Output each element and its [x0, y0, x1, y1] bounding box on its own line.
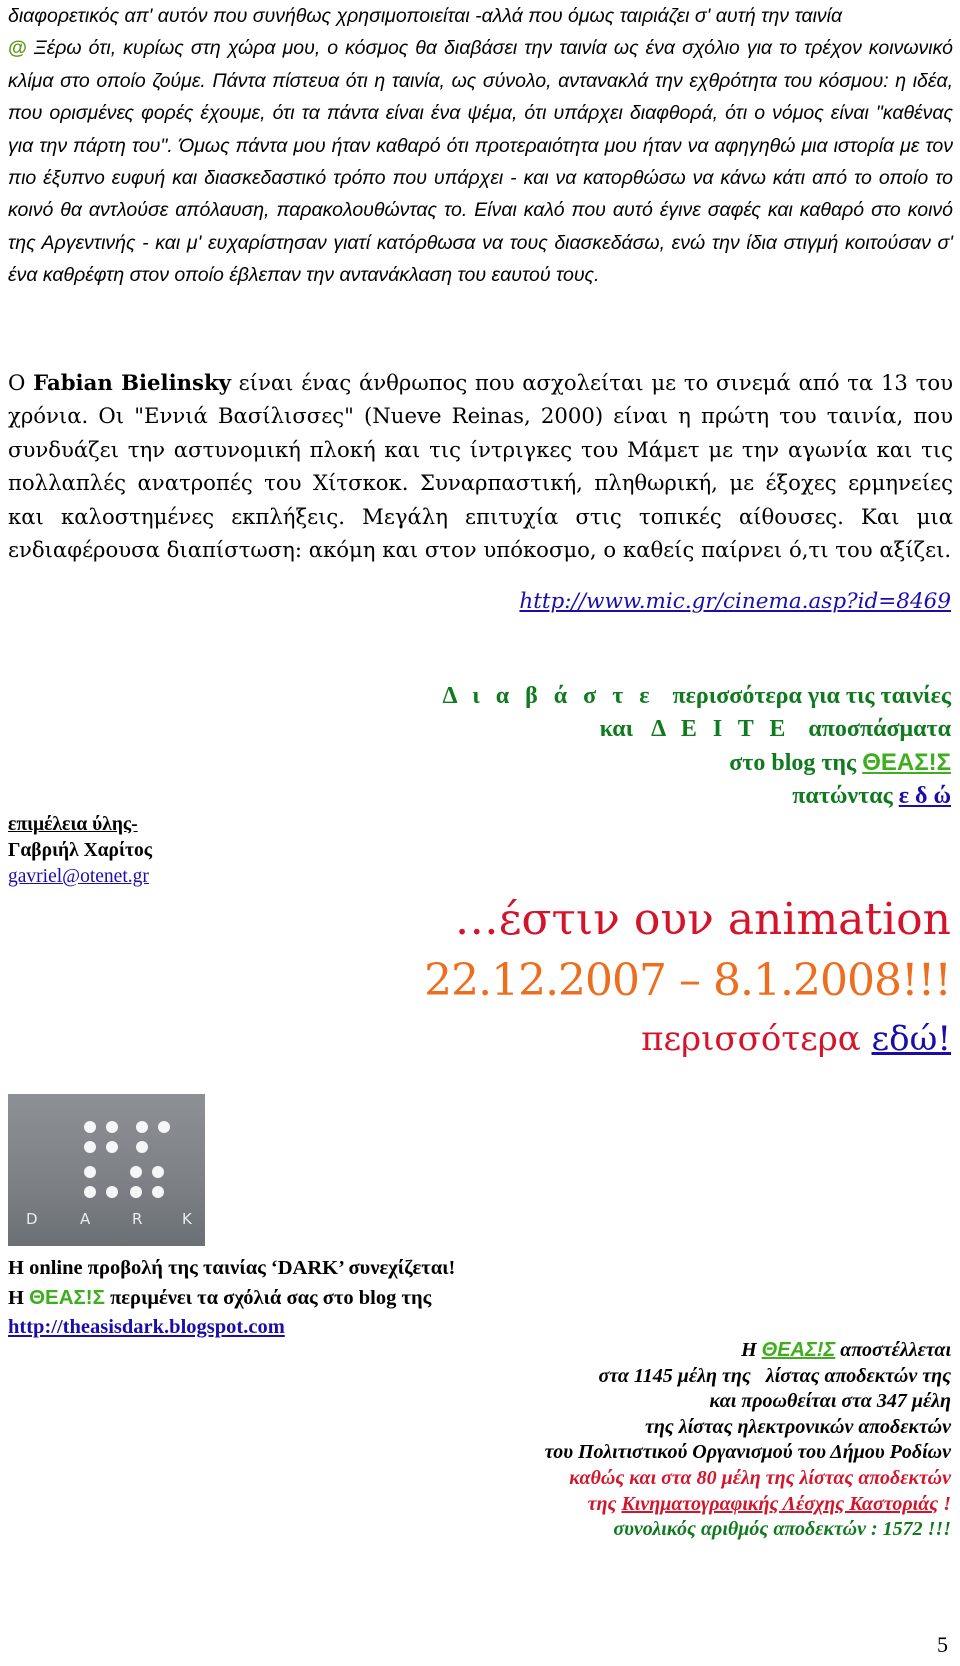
online-line-1: Η online προβολή της ταινίας ‘DARK’ συνεχίζεται!: [8, 1257, 456, 1279]
mailing-post: αποστέλλεται: [835, 1339, 951, 1361]
blog-link[interactable]: http://theasisdark.blogspot.com: [8, 1316, 285, 1338]
credits-block: [8, 812, 152, 890]
dark-letter: R: [132, 1210, 143, 1228]
bio-paragraph: [8, 366, 953, 566]
read-more-line-4: [331, 780, 951, 813]
page-number: 5: [937, 1632, 948, 1657]
mailing-line-6: καθώς και στα 80 μέλη της λίστας αποδεκτών: [569, 1466, 951, 1489]
director-bio: [8, 366, 953, 566]
braille-dots-graphic: [8, 1094, 205, 1246]
and-label: και: [599, 716, 652, 742]
mailing-line-1: [231, 1338, 951, 1364]
online-pre: Η: [8, 1287, 30, 1309]
animation-more: [251, 1012, 951, 1066]
dark-film-image[interactable]: [8, 1094, 205, 1246]
more-label: περισσότερα: [641, 1019, 872, 1059]
animation-dates: 22.12.2007 – 8.1.2008!!!: [424, 955, 951, 1006]
editor-email-link[interactable]: gavriel@otenet.gr: [8, 866, 149, 887]
club-post: !: [938, 1492, 951, 1515]
mailing-line-2: στα 1145 μέλη της λίστας αποδεκτών της: [598, 1364, 951, 1387]
film-club-link[interactable]: Κινηματογραφικής Λέσχης Καστοριάς: [621, 1492, 939, 1515]
online-line-2: [8, 1283, 455, 1313]
mailing-line-7: [231, 1492, 951, 1518]
director-name: Fabian Bielinsky: [33, 370, 231, 395]
bio-body: είναι ένας άνθρωπος που ασχολείται με το σινεμά από τα 13 του χρόνια. Οι "Εννιά Βασίλισσες" (Nueve Reinas, 2000) είναι η πρώτη του ταινία, που συνδυάζει την αστυνομική πλοκή και τις ίντριγκες του Μάμετ με την αγωνία και τις πολλαπλές ανατροπές του Χίτσκοκ. Συναρπαστική, πληθωρική, με έξοχες ερμηνείες και καλοστημένες εκπλήξεις. Μεγάλη επιτυχία στις τοπικές αίθουσες. Και μια ενδιαφέρουσα διαπίστωση: ακόμη και στον υπόκοσμο, ο καθείς παίρνει ό,τι του αξίζει.: [8, 370, 954, 563]
mailing-total: συνολικός αριθμός αποδεκτών : 1572 !!!: [613, 1518, 951, 1541]
read-more-line-2: [331, 713, 951, 746]
read-more-line-1: [331, 680, 951, 713]
editor-name: Γαβριήλ Χαρίτος: [8, 840, 152, 861]
at-marker: @: [8, 37, 28, 60]
read-more-line-3: [331, 746, 951, 780]
online-post: περιμένει τα σχόλιά σας στο blog της: [104, 1287, 432, 1309]
interview-paragraph: [8, 32, 953, 291]
theasis-link[interactable]: ΘΕΑΣ!Σ: [862, 749, 951, 776]
animation-here-link[interactable]: εδώ!: [871, 1019, 951, 1059]
club-pre: της: [587, 1492, 622, 1515]
read-rest: περισσότερα για τις ταινίες: [654, 683, 951, 709]
read-label: Δ ι α β ά σ τ ε: [442, 683, 655, 709]
animation-title: …έστιν ουν animation: [454, 894, 951, 945]
press-label: πατώντας: [792, 783, 899, 809]
bio-pre: Ο: [8, 370, 34, 395]
mailing-list-block: [231, 1338, 951, 1543]
dark-letter: K: [182, 1210, 192, 1228]
editor-label: επιμέλεια ύλης-: [8, 814, 138, 835]
read-more-block: [331, 680, 951, 813]
animation-announcement: [251, 890, 951, 1066]
dark-letter: D: [26, 1210, 38, 1228]
intro-line: διαφορετικός απ' αυτόν που συνήθως χρησιμοποιείται -αλλά που όμως ταιριάζει σ' αυτή την ταινία: [8, 5, 843, 27]
dark-letter: A: [80, 1210, 91, 1228]
mailing-line-5: του Πολιτιστικού Οργανισμού του Δήμου Ροδίων: [544, 1441, 951, 1464]
online-screening-block: [8, 1254, 455, 1342]
theasis-name: ΘΕΑΣ!Σ: [29, 1286, 105, 1309]
mailing-pre: Η: [741, 1339, 762, 1361]
mailing-line-3: και προωθείται στα 347 μέλη: [709, 1390, 951, 1413]
here-link[interactable]: ε δ ώ: [898, 783, 951, 809]
blog-pre: στο blog της: [729, 750, 863, 776]
theasis-mailing-link[interactable]: ΘΕΑΣ!Σ: [761, 1339, 836, 1361]
see-rest: αποσπάσματα: [790, 716, 951, 742]
mailing-line-4: της λίστας ηλεκτρονικών αποδεκτών: [644, 1415, 951, 1438]
source-link[interactable]: http://www.mic.gr/cinema.asp?id=8469: [519, 589, 951, 614]
interview-text: [8, 0, 953, 292]
interview-body: Ξέρω ότι, κυρίως στη χώρα μου, ο κόσμος θα διαβάσει την ταινία ως ένα σχόλιο για το τρέχον κοινωνικό κλίμα στο οποίο ζούμε. Πάντα πίστευα ότι η ταινία, ως σύνολο, αντανακλά την εχθρότητα του κόσμου: η ιδέα, που ορισμένες φορές έχουμε, ότι τα πάντα είναι ένα ψέμα, ότι υπάρχει διαφθορά, ότι ο νόμος είναι "καθένας για την πάρτη του". Όμως πάντα μου ήταν καθαρό ότι προτεραιότητα μου ήταν να αφηγηθώ μια ιστορία με τον πιο έξυπνο ευφυή και διασκεδαστικό τρόπο που υπάρχει - και να κατορθώσω να κάνω κάτι από το οποίο το κοινό θα αντλούσε απόλαυση, παρακολουθώντας το. Είναι καλό που αυτό έγινε σαφές και καθαρό στο κοινό της Αργεντινής - και μ' ευχαρίστησαν γιατί κατόρθωσα να τους διασκεδάσω, ενώ την ίδια στιγμή κοιτούσαν σ' ένα καθρέφτη στον οποίο έβλεπαν την αντανάκλαση του εαυτού τους.: [8, 37, 953, 287]
see-label: Δ Ε Ι Τ Ε: [651, 716, 791, 742]
